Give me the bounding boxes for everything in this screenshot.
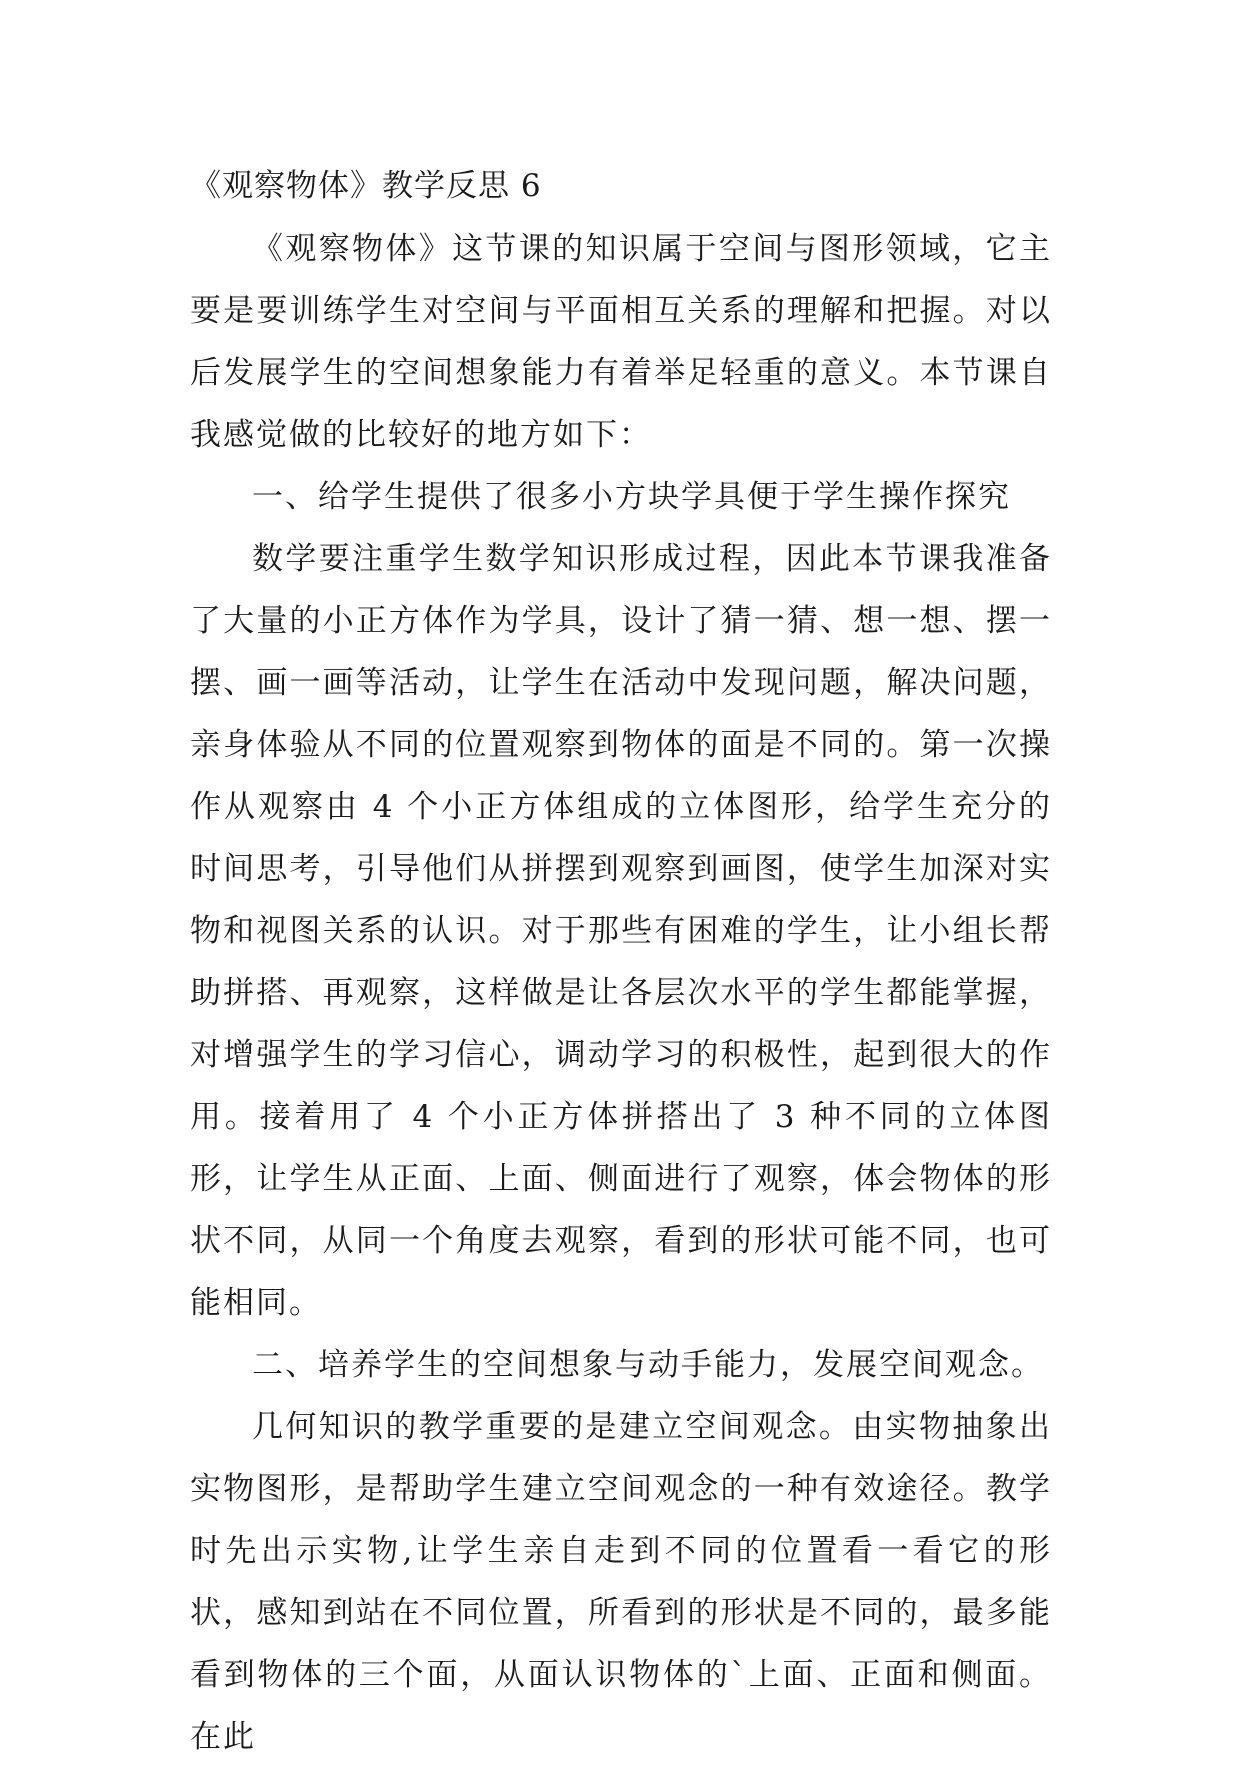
paragraph-section-2: 几何知识的教学重要的是建立空间观念。由实物抽象出实物图形，是帮助学生建立空间观念的一种有效途径。教学时先出示实物,让学生亲自走到不同的位置看一看它的形状，感知到站在不同位置，所看到的形状是不同的，最多能看到物体的三个面，从面认识物体的`上面、正面和侧面。在此 [190, 1409, 1052, 1755]
document-title: 《观察物体》教学反思 6 [190, 168, 542, 204]
section-heading-1: 一、给学生提供了很多小方块学具便于学生操作探究 [252, 479, 1011, 515]
paragraph-intro: 《观察物体》这节课的知识属于空间与图形领域，它主要是要训练学生对空间与平面相互关系的理解和把握。对以后发展学生的空间想象能力有着举足轻重的意义。本节课自我感觉做的比较好的地方如下： [190, 231, 1052, 453]
paragraph-section-1: 数学要注重学生数学知识形成过程，因此本节课我准备了大量的小正方体作为学具，设计了猜一猜、想一想、摆一摆、画一画等活动，让学生在活动中发现问题，解决问题，亲身体验从不同的位置观察到物体的面是不同的。第一次操作从观察由 4 个小正方体组成的立体图形，给学生充分的时间思考，引导他们从拼摆到观察到画图，使学生加深对实物和视图关系的认识。对于那些有困难的学生，让小组长帮助拼搭、再观察，这样做是让各层次水平的学生都能掌握，对增强学生的学习信心，调动学习的积极性，起到很大的作用。接着用了 4 个小正方体拼搭出了 3 种不同的立体图形，让学生从正面、上面、侧面进行了观察，体会物体的形状不同，从同一个角度去观察，看到的形状可能不同，也可能相同。 [190, 541, 1052, 1321]
section-heading-2: 二、培养学生的空间想象与动手能力，发展空间观念。 [252, 1347, 1044, 1383]
document-page [190, 160, 1052, 1768]
